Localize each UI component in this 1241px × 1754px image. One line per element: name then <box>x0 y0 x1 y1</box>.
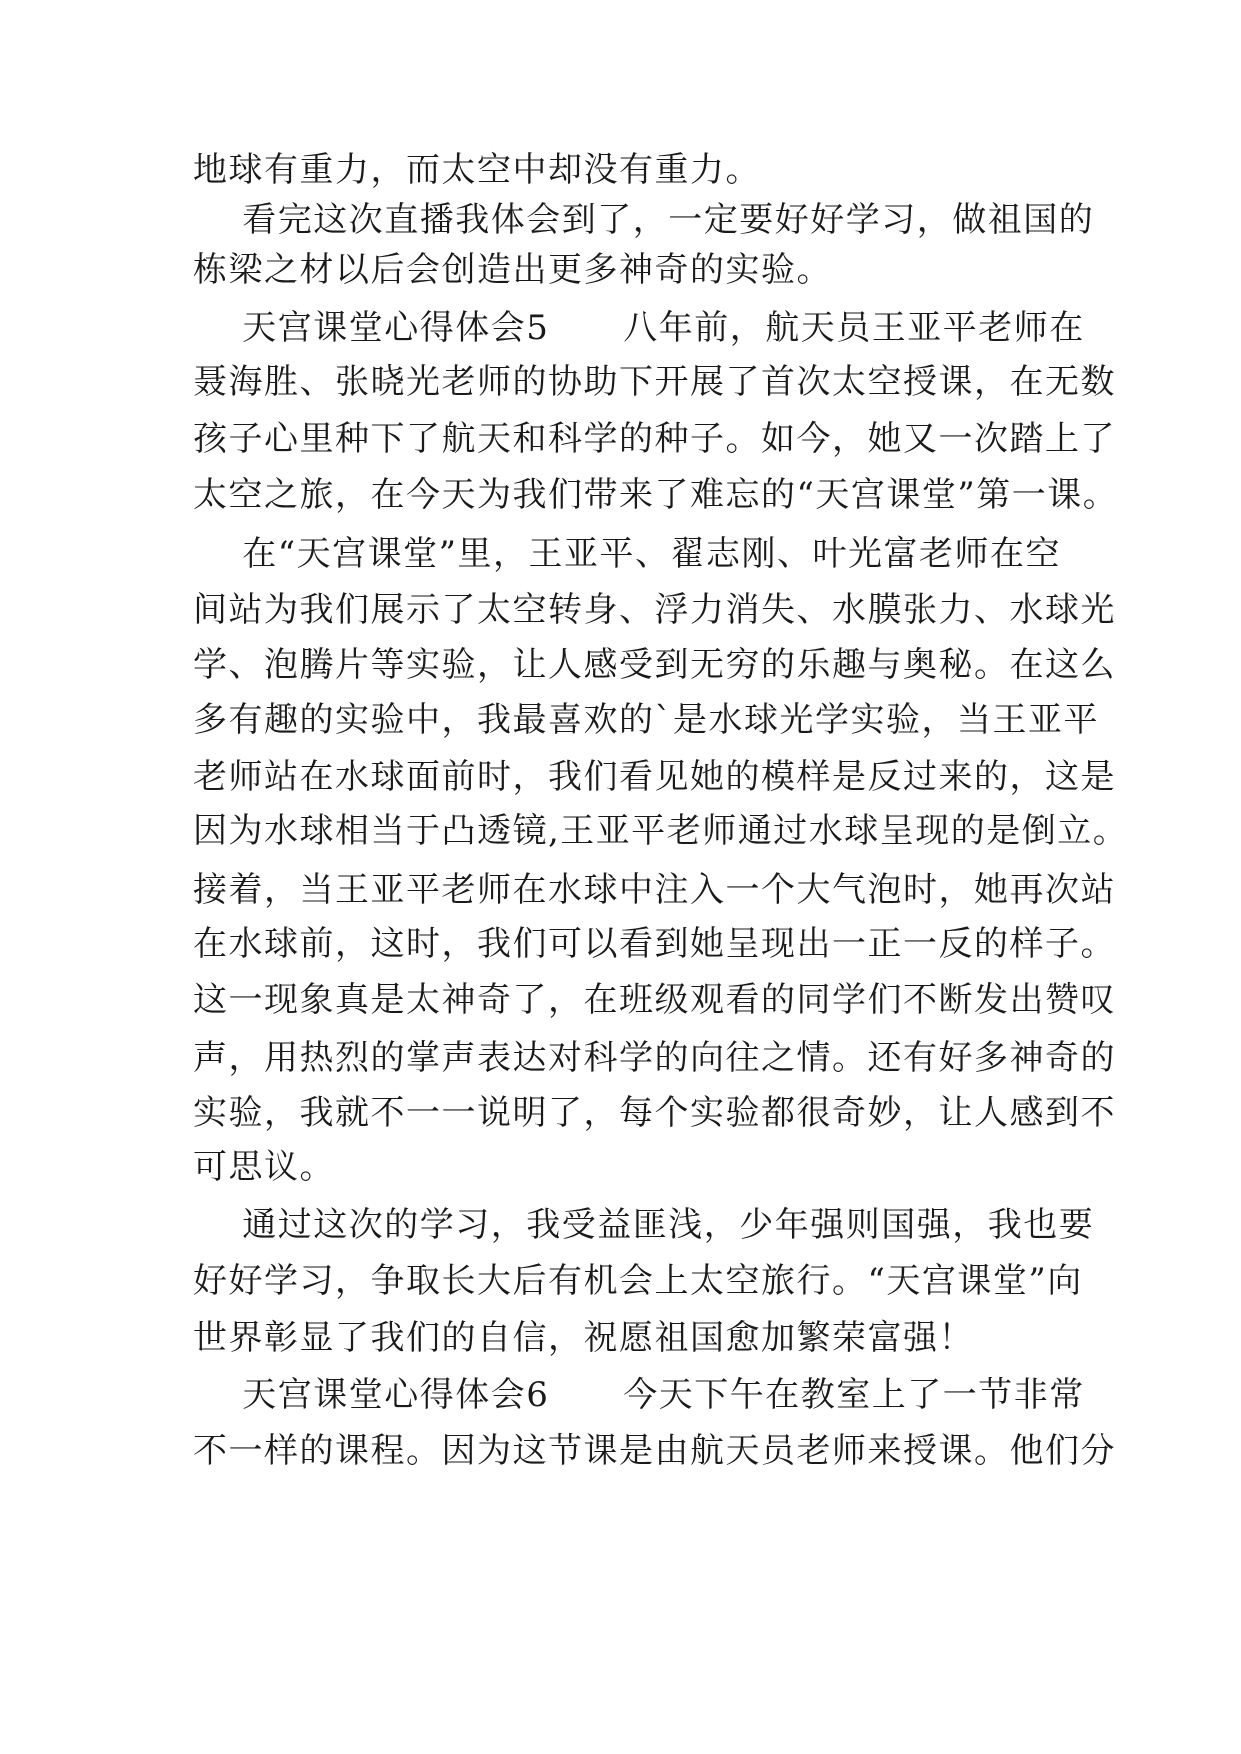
text-line: 间站为我们展示了太空转身、浮力消失、水膜张力、水球光 <box>193 590 1116 630</box>
text-line: 多有趣的实验中，我最喜欢的`是水球光学实验，当王亚平 <box>193 700 1099 740</box>
text-line: 声，用热烈的掌声表达对科学的向往之情。还有好多神奇的 <box>193 1038 1116 1078</box>
text-line: 不一样的课程。因为这节课是由航天员老师来授课。他们分 <box>193 1431 1116 1471</box>
text-line: 天宫课堂心得体会5 八年前，航天员王亚平老师在 <box>193 308 1085 348</box>
text-line: 太空之旅，在今天为我们带来了难忘的“天宫课堂”第一课。 <box>193 475 1119 515</box>
text-line: 好好学习，争取长大后有机会上太空旅行。“天宫课堂”向 <box>193 1261 1083 1301</box>
text-line: 世界彰显了我们的自信，祝愿祖国愈加繁荣富强！ <box>193 1318 974 1358</box>
text-line: 可思议。 <box>193 1147 335 1187</box>
text-line: 孩子心里种下了航天和科学的种子。如今，她又一次踏上了 <box>193 419 1116 459</box>
text-line: 栋梁之材以后会创造出更多神奇的实验。 <box>193 250 832 290</box>
text-line: 在水球前，这时，我们可以看到她呈现出一正一反的样子。 <box>193 924 1116 964</box>
text-line: 实验，我就不一一说明了，每个实验都很奇妙，让人感到不 <box>193 1093 1116 1133</box>
text-line: 老师站在水球面前时，我们看见她的模样是反过来的，这是 <box>193 757 1116 797</box>
text-line: 学、泡腾片等实验，让人感受到无穷的乐趣与奥秘。在这么 <box>193 645 1116 685</box>
text-line: 接着，当王亚平老师在水球中注入一个大气泡时，她再次站 <box>193 870 1116 910</box>
text-line: 看完这次直播我体会到了，一定要好好学习，做祖国的 <box>193 200 1095 240</box>
text-line: 这一现象真是太神奇了，在班级观看的同学们不断发出赞叹 <box>193 980 1116 1020</box>
text-line: 天宫课堂心得体会6 今天下午在教室上了一节非常 <box>193 1375 1085 1415</box>
text-line: 聂海胜、张晓光老师的协助下开展了首次太空授课，在无数 <box>193 362 1116 402</box>
text-line: 通过这次的学习，我受益匪浅，少年强则国强，我也要 <box>193 1205 1095 1245</box>
text-line: 在“天宫课堂”里，王亚平、翟志刚、叶光富老师在空 <box>193 534 1061 574</box>
text-line: 因为水球相当于凸透镜,王亚平老师通过水球呈现的是倒立。 <box>193 811 1129 851</box>
text-line: 地球有重力，而太空中却没有重力。 <box>193 150 761 190</box>
